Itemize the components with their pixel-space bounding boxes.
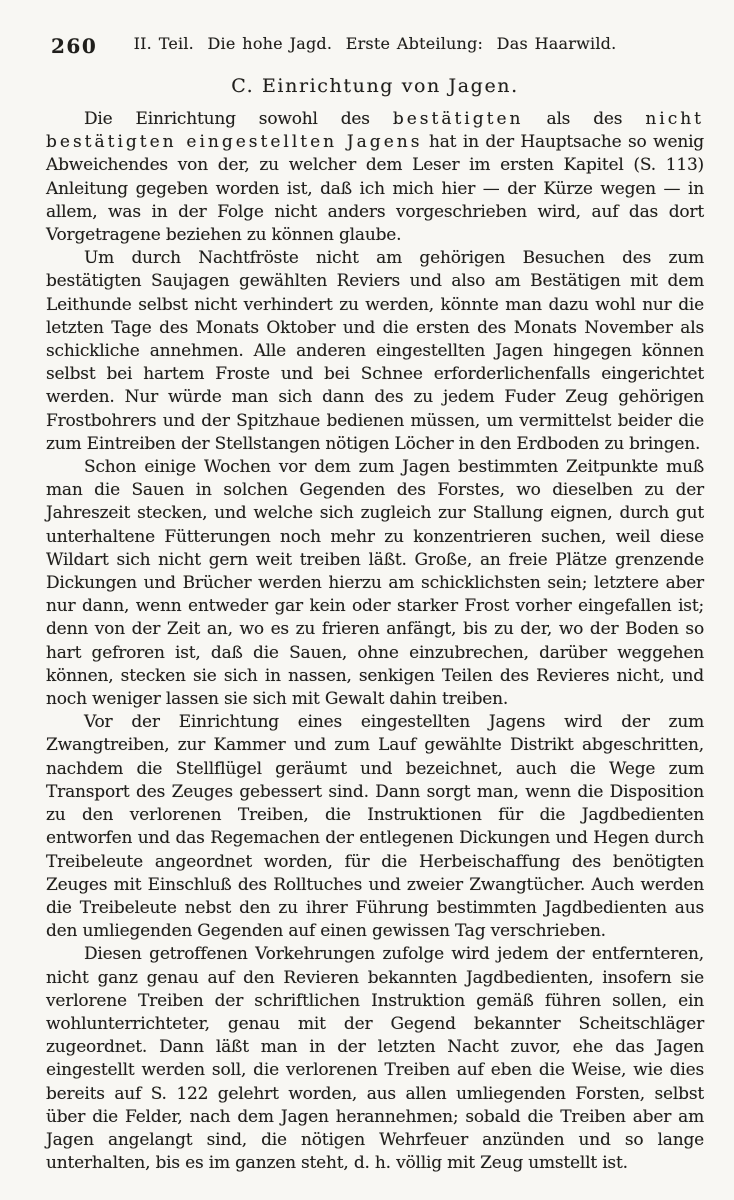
emphasized-text: nicht bestätigten eingestellten Jagens — [46, 109, 704, 153]
running-title: II. Teil. Die hohe Jagd. Erste Abteilung: Das Haarwild. — [133, 34, 617, 53]
page-body — [46, 108, 704, 1175]
emphasized-text: bestätigten — [392, 109, 524, 129]
paragraph-text: Diesen getroffenen Vorkehrungen zufolge wird jedem der entfernteren, nicht ganz genau auf den Revieren bekannten Jagdbedienten, insofern sie verlorene Treiben der schriftlichen Instruktion gemäß führen sollen, ein wohlunterrichteter, genau mit der Gegend bekannter Scheitschläger zugeordnet. Dann läßt man in der letzten Nacht zuvor, ehe das Jagen eingestellt werden soll, die verlorenen Treiben auf eben die Weise, wie dies bereits auf S. 122 gelehrt worden, aus allen umliegenden Forsten, selbst über die Felder, nach dem Jagen herannehmen; sobald die Treiben aber am Jagen angelangt sind, die nötigen Wehrfeuer anzünden und so lange unterhalten, bis es im ganzen steht, d. h. völlig mit Zeug umstellt ist. — [46, 944, 704, 1174]
paragraph-text: hat in der Hauptsache so wenig Abweichendes von der, zu welcher dem Leser im ersten Kapitel (S. 113) Anleitung gegeben worden ist, daß ich mich hier — der Kürze wegen — in allem, was in der Folge nicht anders vorgeschrieben wird, auf das dort Vorgetragene beziehen zu können glaube. — [46, 132, 704, 246]
section-heading: C. Einrichtung von Jagen. — [231, 75, 519, 97]
paragraph-text: als des — [523, 109, 646, 129]
paragraph — [46, 108, 704, 247]
paragraph-text: Schon einige Wochen vor dem zum Jagen bestimmten Zeitpunkte muß man die Sauen in solchen Gegenden des Forstes, wo dieselben zu der Jahreszeit stecken, und welche sich zugleich zur Stallung eignen, durch gut unterhaltene Fütterungen noch mehr zu konzentrieren suchen, weil diese Wildart sich nicht gern weit treiben läßt. Große, an freie Plätze grenzende Dickungen und Brücher werden hierzu am schicklichsten sein; letztere aber nur dann, wenn entweder gar kein oder starker Frost vorher eingefallen ist; denn von der Zeit an, wo es zu frieren anfängt, bis zu der, wo der Boden so hart gefroren ist, daß die Sauen, ohne einzubrechen, darüber weggehen können, stecken sie sich in nassen, senkigen Teilen des Revieres nicht, und noch weniger lassen sie sich mit Gewalt dahin treiben. — [46, 457, 704, 710]
paragraph-text: Vor der Einrichtung eines eingestellten Jagens wird der zum Zwangtreiben, zur Kammer und zum Lauf gewählte Distrikt abgeschritten, nachdem die Stellflügel geräumt und bezeichnet, auch die Wege zum Transport des Zeuges gebessert sind. Dann sorgt man, wenn die Disposition zu den verlorenen Treiben, die Instruktionen für die Jagdbedienten entworfen und das Regemachen der entlegenen Dickungen und Hegen durch Treibeleute angeordnet worden, für die Herbeischaffung des benötigten Zeuges mit Einschluß des Rolltuches und zweier Zwangtücher. Auch werden die Treibeleute nebst den zu ihrer Führung bestimmten Jagdbedienten aus den umliegenden Gegenden auf einen gewissen Tag verschrieben. — [46, 712, 704, 942]
page-header — [46, 34, 704, 58]
page-number: 260 — [51, 34, 98, 58]
paragraph-text: Die Einrichtung sowohl des — [84, 109, 393, 129]
paragraph — [46, 247, 704, 456]
paragraph — [46, 943, 704, 1175]
paragraph — [46, 711, 704, 943]
paragraph-text: Um durch Nachtfröste nicht am gehörigen Besuchen des zum bestätigten Saujagen gewählten Reviers und also am Bestätigen mit dem Leithunde selbst nicht verhindert zu werden, könnte man dazu wohl nur die letzten Tage des Monats Oktober und die ersten des Monats November als schickliche annehmen. Alle anderen eingestellten Jagen hingegen können selbst bei hartem Froste und bei Schnee erforderlichenfalls eingerichtet werden. Nur würde man sich dann des zu jedem Fuder Zeug gehörigen Frostbohrers und der Spitzhaue bedienen müssen, um vermittelst beider die zum Eintreiben der Stellstangen nötigen Löcher in den Erdboden zu bringen. — [46, 248, 704, 454]
paragraph — [46, 456, 704, 711]
